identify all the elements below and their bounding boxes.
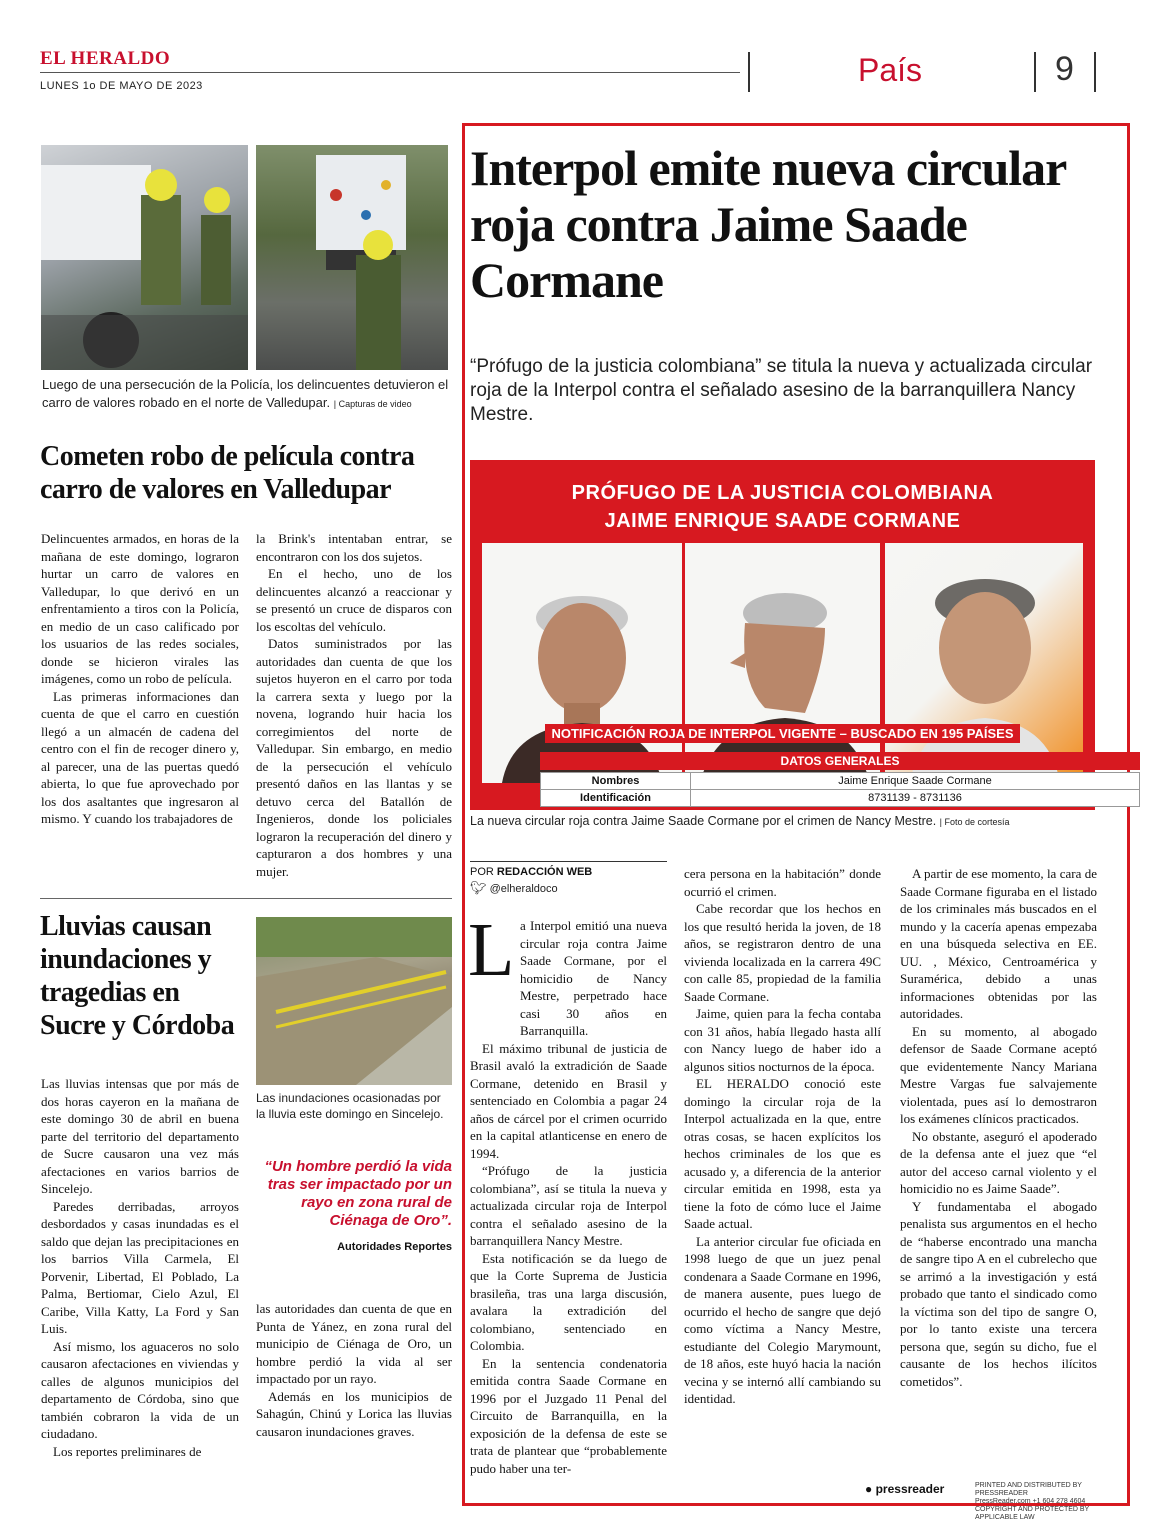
paragraph: Delincuentes armados, en horas de la mañana de este domingo, lograron hurtar un carro de valores en Valledupar, lo que derivó en un enfrentamiento a tiros con la Policía, en medio de un caso calificado por los usuarios de las redes sociales, donde se hicieron virales las imágenes, como un robo de película. xyxy=(41,531,239,686)
article-column xyxy=(256,530,452,880)
paragraph: cera persona en la habitación” donde ocurrió el crimen. xyxy=(684,866,881,899)
photo-caption xyxy=(470,812,1110,831)
paragraph: EL HERALDO conoció este domingo la circular roja de la Interpol actualizada en la que, entre otras cosas, se hacen explícitos los hechos criminales de los que es acusado y, a diferencia de la anterior circular emitida en 1998, esta ya tiene la foto de cómo luce el Jaime Saade actual. xyxy=(684,1076,881,1231)
pull-quote-attribution: Autoridades Reportes xyxy=(337,1241,452,1253)
face-older-illustration xyxy=(885,543,1083,783)
paragraph: En el hecho, uno de los delincuentes alcanzó a reaccionar y se presentó un cruce de disparos con los escoltas del vehículo. xyxy=(256,566,452,634)
paragraph: Las primeras informaciones dan cuenta de que el carro en cuestión llegó a un almacén de cadena del centro con el fin de recoger dinero y, al parecer, una de las puertas quedó abierta, lo que fue aprovechado por los dos asaltantes que ingresaron al mismo. Y cuando los trabajadores de xyxy=(41,688,239,826)
pressreader-footer xyxy=(865,1482,1101,1521)
article-column xyxy=(900,865,1097,1390)
byline-rule xyxy=(470,861,667,862)
header-divider xyxy=(748,52,750,92)
caption-credit: | Capturas de video xyxy=(333,399,412,409)
article-deck: “Prófugo de la justicia colombiana” se titula la nueva y actualizada circular roja de la Interpol contra el señalado asesino de la barranquillera Nancy Mestre. xyxy=(470,356,1093,425)
article-column xyxy=(41,530,239,828)
page-number: 9 xyxy=(1055,50,1074,88)
notice-text: NOTIFICACIÓN ROJA DE INTERPOL VIGENTE – BUSCADO EN 195 PAÍSES xyxy=(545,724,1019,743)
byline xyxy=(470,865,592,879)
header-divider xyxy=(1094,52,1096,92)
poster-title: PRÓFUGO DE LA JUSTICIA COLOMBIANA xyxy=(571,482,994,504)
paragraph: la Brink's intentaban entrar, se encontraron con los dos sujetos. xyxy=(256,531,452,564)
drop-cap: L xyxy=(468,908,515,992)
police-scene-illustration xyxy=(41,145,248,370)
twitter-bird-icon: 🐦︎ xyxy=(470,880,487,895)
photo-police-motorcycle xyxy=(41,145,248,370)
poster-subject-name: JAIME ENRIQUE SAADE CORMANE xyxy=(604,510,961,532)
flood-illustration xyxy=(256,917,452,1085)
caption-text: Luego de una persecución de la Policía, los delincuentes detuvieron el carro de valores robado en el norte de Valledupar. xyxy=(42,377,449,410)
paragraph: Los reportes preliminares de xyxy=(53,1443,202,1459)
paragraph: La anterior circular fue oficiada en 1998 luego de que un juez penal condenara a Saade Cormane en 1996, de manera ausente, pues luego de ocurrido el hecho de sangre que dejó como víctima a Nancy Mestre, estudiante del Colegio Marymount, de 18 años, este huyó hacia la nación vecina y se internó allí cambiando su identidad. xyxy=(684,1233,881,1406)
headline-robbery: Cometen robo de película contra carro de valores en Valledupar xyxy=(40,441,415,505)
paragraph: Datos suministrados por las autoridades dan cuenta de que los sujetos huyeron en el carro por toda la carrera sexta y luego por la novena, logrando huir hacia los corregimientos del norte de Valledupar. Sin embargo, en medio de la persecución el vehículo presentó daños en las llantas y se detuvo cerca del Batallón de Ingenieros, donde los policiales lograron la recuperación del dinero y capturaron a dos hombres y una mujer. xyxy=(256,636,452,879)
paragraph: A partir de ese momento, la cara de Saade Cormane figuraba en el listado de los criminales más buscados en el mundo y la cacería apenas empezaba en una búsqueda selectiva en EE. UU. , México, Centroamérica y Suramérica, debido a unas informaciones obtenidas por las autoridades. xyxy=(900,866,1097,1021)
mugshot-profile xyxy=(685,543,880,783)
headline-rains: Lluvias causan inundaciones y tragedias en Sucre y Córdoba xyxy=(40,911,235,1041)
photo-armored-truck xyxy=(256,145,448,370)
byline-author: REDACCIÓN WEB xyxy=(496,866,593,878)
mugshot-older xyxy=(885,543,1083,783)
paragraph: Y fundamentaba el abogado penalista sus argumentos en el hecho de “haberse encontrado una mancha de sangre tipo A en el cubrelecho que se arrimó a la investigación y está probado que tanto el sindicado como la víctima son del tipo de sangre O, por lo tanto existe una tercera persona que, según su dicho, fue el causante de los hechos ilícitos cometidos”. xyxy=(900,1198,1097,1389)
twitter-handle[interactable] xyxy=(470,880,558,896)
caption-text: La nueva circular roja contra Jaime Saade Cormane por el crimen de Nancy Mestre. xyxy=(470,814,937,828)
article-column xyxy=(684,865,881,1408)
pressreader-logo: ● pressreader xyxy=(865,1482,945,1496)
pull-quote: “Un hombre perdió la vida tras ser impactado por un rayo en zona rural de Ciénaga de Oro”. xyxy=(264,1158,452,1229)
mugshot-front xyxy=(482,543,682,783)
article-column xyxy=(256,1300,452,1440)
armored-truck-illustration xyxy=(256,145,448,370)
poster-notice xyxy=(470,726,1095,741)
pressreader-line: PRINTED AND DISTRIBUTED BY PRESSREADER xyxy=(975,1482,1082,1497)
issue-date: LUNES 1o DE MAYO DE 2023 xyxy=(40,80,203,92)
pressreader-line: PressReader.com +1 604 278 4604 xyxy=(975,1498,1086,1505)
article-column xyxy=(468,908,667,1477)
lead-paragraph: a Interpol emitió una nueva circular roja contra Jaime Saade Cormane, por el homicidio de Nancy Mestre, perpetrado hace casi 30 años en Barranquilla. xyxy=(520,918,667,1038)
paragraph: las autoridades dan cuenta de que en Punta de Yánez, en zona rural del municipio de Ciénaga de Oro, un hombre perdió la vida al ser impactado por un rayo. xyxy=(256,1301,452,1386)
photo-flooding xyxy=(256,917,452,1085)
paragraph: En la sentencia condenatoria emitida contra Saade Cormane en 1996 por el Juzgado 11 Penal del Circuito de Barranquilla, en la exposición de la defensa de este se trata de plantear que “probablemente pudo haber una ter- xyxy=(470,1355,667,1476)
face-profile-illustration xyxy=(685,543,880,783)
paragraph: “Prófugo de la justicia colombiana”, así se titula la nueva y actualizada circular roja de Interpol contra el señalado asesino de la barranquillera Nancy Mestre. xyxy=(470,1163,667,1248)
byline-prefix: POR xyxy=(470,866,494,878)
table-row xyxy=(541,790,1140,807)
paragraph: Jaime, quien para la fecha contaba con 31 años, había llegado hasta allí con Nancy luego de haber ido a algunos sitios nocturnos de la época. xyxy=(684,1006,881,1074)
section-name: País xyxy=(858,52,923,88)
header-divider xyxy=(1034,52,1036,92)
table-value: Jaime Enrique Saade Cormane xyxy=(691,773,1140,790)
table-value: 8731139 - 8731136 xyxy=(691,790,1140,807)
table-key: Nombres xyxy=(541,773,691,790)
paragraph: Así mismo, los aguaceros no solo causaron afectaciones en viviendas y calles de algunos municipios del departamento de Córdoba, sino que también cobraron la vida de un ciudadano. xyxy=(41,1338,239,1441)
paragraph: No obstante, aseguró el apoderado de la defensa ante el juez que “el autor del acceso carnal violento y el homicidio no es Jaime Saade”. xyxy=(900,1128,1097,1196)
paragraph: Las lluvias intensas que por más de dos horas cayeron en la mañana de este domingo 30 de abril en buena parte del territorio del departamento de Sucre causaron una vez más afectaciones en varios barrios de Sincelejo. xyxy=(41,1076,239,1196)
section-divider xyxy=(40,898,452,899)
photo-caption xyxy=(42,376,452,413)
main-headline: Interpol emite nueva circular roja contra Jaime Saade Cormane xyxy=(470,140,1066,308)
paragraph: Además en los municipios de Sahagún, Chinú y Lorica las lluvias causaron inundaciones graves. xyxy=(256,1388,452,1439)
paragraph: Esta notificación se da luego de que la Corte Suprema de Justicia brasileña, tras una larga discusión, avalara la extradición del colombiano, sentenciado en Colombia. xyxy=(470,1250,667,1353)
header-rule xyxy=(40,72,740,73)
article-column xyxy=(41,1075,239,1460)
twitter-handle-text: @elheraldoco xyxy=(489,883,558,895)
masthead: EL HERALDO xyxy=(40,48,171,69)
paragraph: Cabe recordar que los hechos en los que resultó herida la joven, de 18 años, se registraron dentro de una vivienda localizada en la carrera 49C con calle 85, propiedad de la familia Saade Cormane. xyxy=(684,901,881,1004)
pressreader-logo-text: pressreader xyxy=(875,1482,945,1496)
face-front-illustration xyxy=(482,543,682,783)
paragraph: Paredes derribadas, arroyos desbordados y casas inundadas es el saldo que dejan las precipitaciones en los barrios Villa Carmela, El Porvenir, Libertad, El Poblado, La Palma, Bertiomar, Cielo Azul, El Caribe, Villa Katty, La Ford y San Luis. xyxy=(41,1198,239,1336)
paragraph: El máximo tribunal de justicia de Brasil avaló la extradición de Saade Cormane, detenido en Brasil y sentenciado en Colombia a pagar 24 años de cárcel por el crimen ocurrido en la capital atlanticense en enero de 1994. xyxy=(470,1040,667,1161)
caption-credit: | Foto de cortesía xyxy=(939,817,1010,827)
table-row xyxy=(541,773,1140,790)
pressreader-line: COPYRIGHT AND PROTECTED BY APPLICABLE LAW xyxy=(975,1506,1090,1521)
paragraph: En su momento, al abogado defensor de Saade Cormane aceptó que evidentemente Nancy Mariana Mestre Vargas fue salvajemente violentada, pues así lo demostraron los exámenes clínicos practicados. xyxy=(900,1023,1097,1126)
table-key: Identificación xyxy=(541,790,691,807)
pressreader-notice xyxy=(975,1482,1101,1522)
data-table-title: DATOS GENERALES xyxy=(540,752,1140,770)
data-table xyxy=(540,772,1140,807)
photo-caption: Las inundaciones ocasionadas por la lluvia este domingo en Sincelejo. xyxy=(256,1091,444,1121)
interpol-poster xyxy=(470,460,1095,810)
